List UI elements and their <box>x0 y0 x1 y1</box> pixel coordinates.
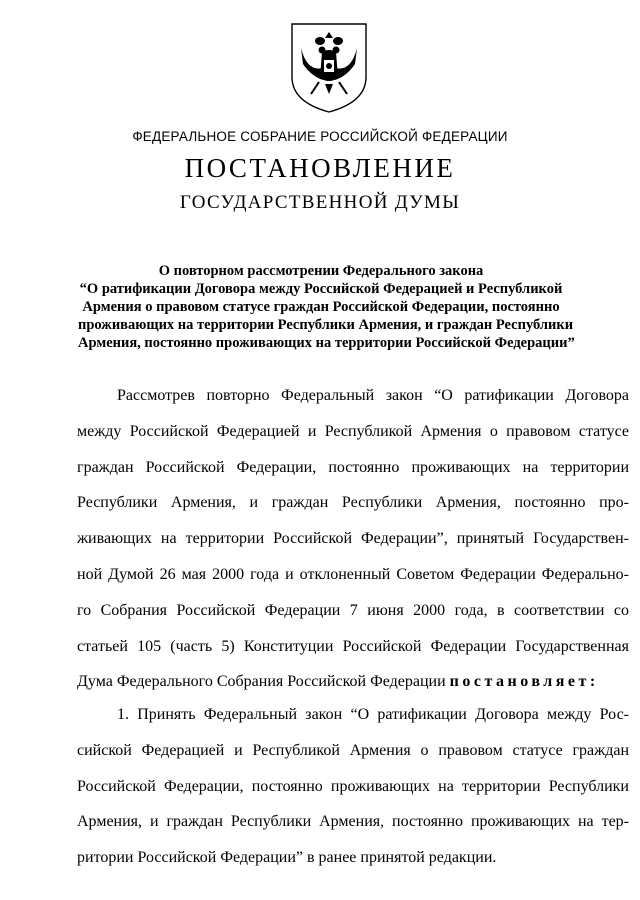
heading-line: Армения о правовом статусе граждан Российской Федерации, постоянно <box>82 299 560 315</box>
issuing-body: ГОСУДАРСТВЕННОЙ ДУМЫ <box>179 192 461 213</box>
paragraph-line-text: Дума Федерального Собрания Российской Федерации <box>77 673 450 691</box>
paragraph-line: го Собрания Российской Федерации 7 июня 2000 года, в соответствии со <box>77 601 629 619</box>
heading-line: Армения, постоянно проживающих на территории Российской Федерации” <box>78 335 575 351</box>
document-type: ПОСТАНОВЛЕНИЕ <box>184 153 456 183</box>
document-heading <box>78 262 575 352</box>
heading-line: О повторном рассмотрении Федерального закона <box>158 263 484 279</box>
paragraph-line: ной Думой 26 мая 2000 года и отклоненный Советом Федерации Федерально- <box>77 565 629 583</box>
paragraph-line: 1. Принять Федеральный закон “О ратификации Договора между Рос- <box>117 706 629 723</box>
paragraph-line: Армения, и граждан Республики Армения, постоянно проживающих на тер- <box>77 813 629 831</box>
paragraph-line: ритории Российской Федерации” в ранее принятой редакции. <box>77 849 497 867</box>
preamble-paragraph <box>77 378 629 700</box>
paragraph-line: Российской Федерации, постоянно проживающих на территории Республики <box>77 777 629 795</box>
resolves-word: постановляет: <box>449 673 599 691</box>
paragraph-line: статьей 105 (часть 5) Конституции Российской Федерации Государственная <box>77 637 629 655</box>
paragraph-last-line <box>77 664 629 700</box>
paragraph-line: живающих на территории Российской Федерации”, принятый Государствен- <box>77 530 629 548</box>
paragraph-line: Рассмотрев повторно Федеральный закон “О ратификации Договора <box>117 387 629 404</box>
paragraph-line: между Российской Федерацией и Республикой Армения о правовом статусе <box>77 422 629 440</box>
organization-name: ФЕДЕРАЛЬНОЕ СОБРАНИЕ РОССИЙСКОЙ ФЕДЕРАЦИИ <box>132 129 508 144</box>
paragraph-line: граждан Российской Федерации, постоянно проживающих на территории <box>77 458 629 476</box>
paragraph-line: сийской Федерацией и Республикой Армения о правовом статусе граждан <box>77 741 629 759</box>
heading-line: “О ратификации Договора между Российской Федерацией и Республикой <box>79 281 563 297</box>
resolution-item-1 <box>77 697 629 876</box>
coat-of-arms-icon <box>289 22 369 114</box>
paragraph-line: Республики Армения, и граждан Республики Армения, постоянно про- <box>77 494 629 512</box>
heading-line: проживающих на территории Республики Армения, и граждан Республики <box>78 317 574 333</box>
